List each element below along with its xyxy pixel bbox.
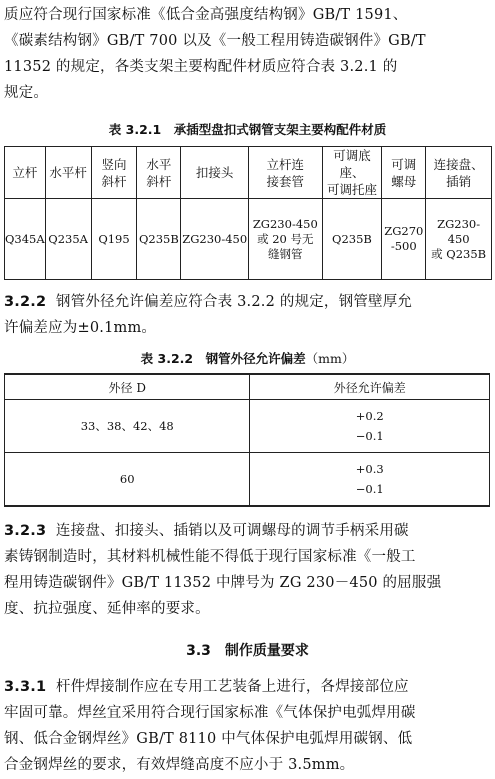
header-cell: 可调底座、 可调托座: [322, 147, 382, 199]
section-number: 3.3.1: [4, 679, 47, 695]
section-line: 连接盘、扣接头、插销以及可调螺母的调节手柄采用碳: [55, 523, 409, 539]
table-cell: Q235A: [45, 199, 91, 280]
table-3-2-2: [4, 373, 490, 507]
section-line: 钢管外径允许偏差应符合表 3.2.2 的规定，钢管壁厚允: [55, 294, 413, 310]
header-cell: 外径允许偏差: [250, 374, 490, 400]
table-3-2-1: [4, 146, 492, 280]
table-cell: ZG230-450 或 20 号无 缝钢管: [249, 199, 323, 280]
intro-line: 11352 的规定，各类支架主要构配件材质应符合表 3.2.1 的: [4, 59, 398, 75]
table-cell: Q195: [91, 199, 137, 280]
header-cell: 立杆连 接套管: [249, 147, 323, 199]
table-header-row: [5, 147, 492, 199]
section-number: 3.2.3: [4, 523, 47, 539]
section-3-2-2: [4, 289, 490, 341]
table-3-2-2-caption: 表 3.2.2 钢管外径允许偏差（mm）: [140, 351, 355, 366]
table-row: [5, 400, 490, 453]
table-cell: ZG230-450: [181, 199, 249, 280]
table-cell: 33、38、42、48: [5, 400, 250, 453]
table-row: [5, 453, 490, 507]
section-line: 程用铸造碳钢件》GB/T 11352 中牌号为 ZG 230－450 的屈服强: [4, 575, 442, 591]
section-number: 3.2.2: [4, 294, 47, 310]
header-cell: 可调 螺母: [382, 147, 426, 199]
header-cell: 竖向 斜杆: [91, 147, 137, 199]
table-cell: Q235B: [322, 199, 382, 280]
table-cell: ZG230-450 或 Q235B: [426, 199, 492, 280]
table-row: [5, 199, 492, 280]
table-header-row: [5, 374, 490, 400]
table-cell: Q235B: [137, 199, 181, 280]
section-line: 素铸钢制造时，其材料机械性能不得低于现行国家标准《一般工: [4, 549, 416, 565]
table-unit: （mm）: [305, 351, 355, 366]
section-3-2-3: [4, 518, 490, 622]
table-cell: ZG270 -500: [382, 199, 426, 280]
section-line: 度、抗拉强度、延伸率的要求。: [4, 601, 210, 617]
header-cell: 水平杆: [45, 147, 91, 199]
section-line: 合金钢焊丝的要求，有效焊缝高度不应小于 3.5mm。: [4, 757, 355, 773]
header-cell: 连接盘、 插销: [426, 147, 492, 199]
section-line: 牢固可靠。焊丝宜采用符合现行国家标准《气体保护电弧焊用碳: [4, 705, 416, 721]
section-3-3-1: [4, 674, 490, 778]
intro-paragraph: [4, 2, 490, 106]
intro-line: 《碳素结构钢》GB/T 700 以及《一般工程用铸造碳钢件》GB/T: [4, 33, 426, 49]
table-cell: +0.2 −0.1: [250, 400, 490, 453]
table-cell: Q345A: [5, 199, 46, 280]
section-line: 杆件焊接制作应在专用工艺装备上进行，各焊接部位应: [55, 679, 409, 695]
header-cell: 外径 D: [5, 374, 250, 400]
header-cell: 扣接头: [181, 147, 249, 199]
section-line: 许偏差应为±0.1mm。: [4, 320, 157, 336]
header-cell: 水平 斜杆: [137, 147, 181, 199]
table-cell: 60: [5, 453, 250, 507]
intro-line: 规定。: [4, 85, 49, 101]
section-heading: 3.3 制作质量要求: [186, 643, 309, 659]
header-cell: 立杆: [5, 147, 46, 199]
table-3-2-1-caption: 表 3.2.1 承插型盘扣式钢管支架主要构配件材质: [108, 122, 387, 137]
table-cell: +0.3 −0.1: [250, 453, 490, 507]
section-line: 钢、低合金钢焊丝》GB/T 8110 中气体保护电弧焊用碳钢、低: [4, 731, 413, 747]
intro-line: 质应符合现行国家标准《低合金高强度结构钢》GB/T 1591、: [4, 7, 408, 23]
